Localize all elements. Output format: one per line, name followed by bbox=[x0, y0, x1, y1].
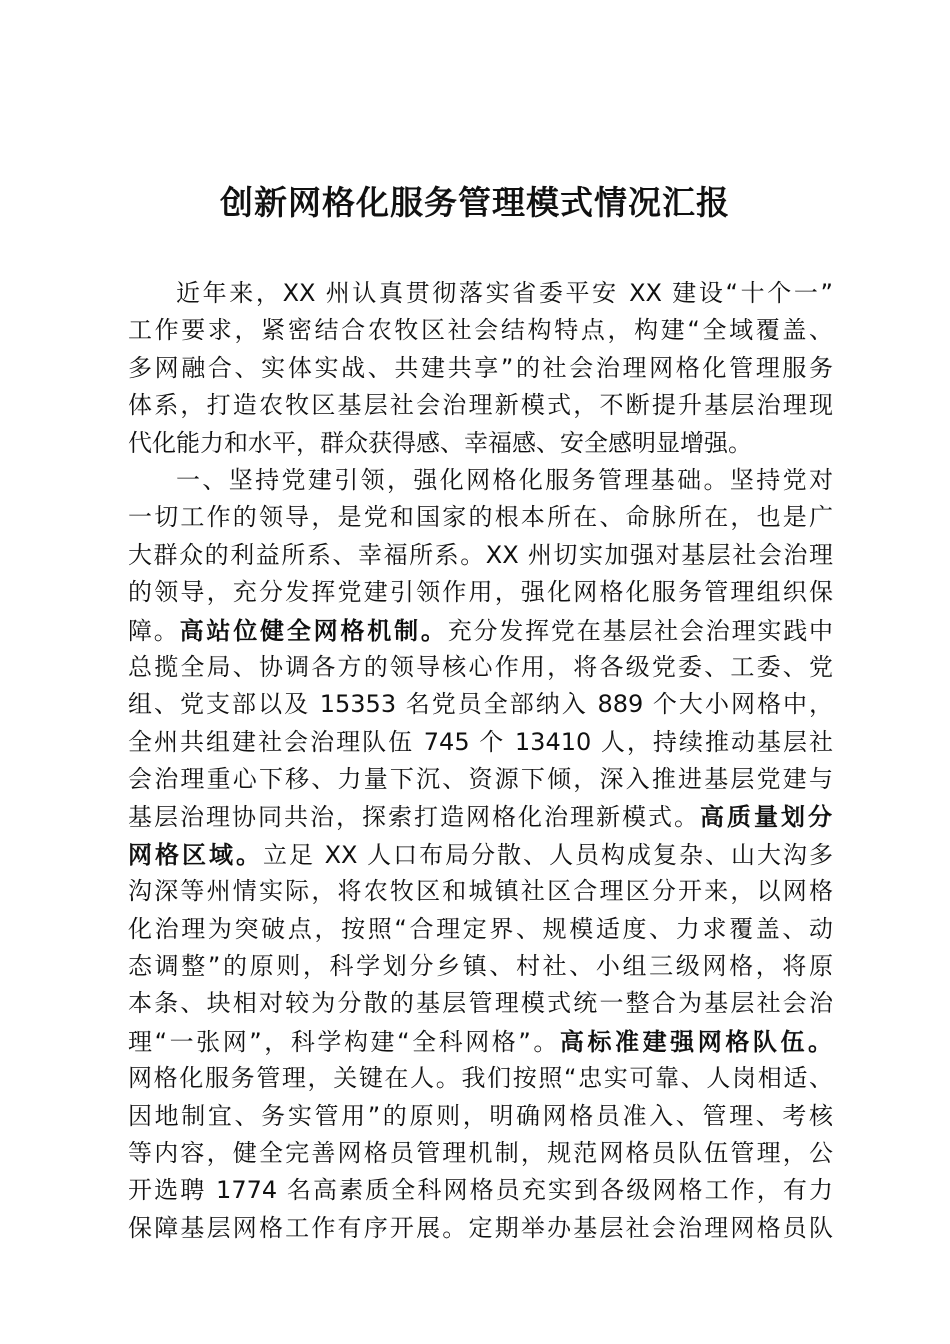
paragraph-line: 工作要求，紧密结合农牧区社会结构特点，构建“全域覆盖、 bbox=[128, 316, 833, 345]
paragraph-line: 基层治理协同共治，探索打造网格化治理新模式。高质量划分 bbox=[128, 802, 833, 832]
document-title: 创新网格化服务管理模式情况汇报 bbox=[220, 183, 730, 222]
paragraph-line: 的领导，充分发挥党建引领作用，强化网格化服务管理组织保 bbox=[128, 578, 833, 607]
paragraph-line: 一切工作的领导，是党和国家的根本所在、命脉所在，也是广 bbox=[128, 503, 833, 532]
paragraph-line: 网格化服务管理，关键在人。我们按照“忠实可靠、人岗相适、 bbox=[128, 1064, 833, 1093]
paragraph-line: 态调整”的原则，科学划分乡镇、村社、小组三级网格，将原 bbox=[128, 952, 833, 981]
emphasis-phrase: 高标准建强网格队伍。 bbox=[559, 1026, 833, 1056]
emphasis-phrase: 高质量划分 bbox=[700, 802, 833, 832]
paragraph-line: 化治理为突破点，按照“合理定界、规模适度、力求覆盖、动 bbox=[128, 914, 833, 943]
paragraph-line: 近年来，XX 州认真贯彻落实省委平安 XX 建设“十个一” bbox=[176, 279, 833, 307]
paragraph-line: 会治理重心下移、力量下沉、资源下倾，深入推进基层党建与 bbox=[128, 765, 833, 794]
paragraph-line: 等内容，健全完善网格员管理机制，规范网格员队伍管理，公 bbox=[128, 1138, 833, 1167]
paragraph-line: 代化能力和水平，群众获得感、幸福感、安全感明显增强。 bbox=[128, 428, 752, 457]
paragraph-line: 保障基层网格工作有序开展。定期举办基层社会治理网格员队 bbox=[128, 1213, 833, 1242]
paragraph-line: 网格区域。立足 XX 人口布局分散、人员构成复杂、山大沟多 bbox=[128, 839, 833, 869]
paragraph-line: 全州共组建社会治理队伍 745 个 13410 人，持续推动基层社 bbox=[128, 727, 833, 756]
paragraph-line: 大群众的利益所系、幸福所系。XX 州切实加强对基层社会治理 bbox=[128, 540, 833, 569]
emphasis-phrase: 网格区域。 bbox=[128, 839, 263, 869]
paragraph-line: 开选聘 1774 名高素质全科网格员充实到各级网格工作，有力 bbox=[128, 1176, 833, 1205]
paragraph-line: 多网融合、实体实战、共建共享”的社会治理网格化管理服务 bbox=[128, 353, 833, 382]
emphasis-phrase: 高站位健全网格机制。 bbox=[179, 615, 448, 645]
paragraph-line: 总揽全局、协调各方的领导核心作用，将各级党委、工委、党 bbox=[128, 652, 833, 681]
paragraph-line: 沟深等州情实际，将农牧区和城镇社区合理区分开来，以网格 bbox=[128, 877, 833, 906]
paragraph-line: 因地制宜、务实管用”的原则，明确网格员准入、管理、考核 bbox=[128, 1101, 833, 1130]
document-body bbox=[128, 275, 833, 1247]
paragraph-line: 组、党支部以及 15353 名党员全部纳入 889 个大小网格中， bbox=[128, 690, 833, 719]
paragraph-line: 体系，打造农牧区基层社会治理新模式，不断提升基层治理现 bbox=[128, 391, 833, 420]
paragraph-line: 本条、块相对较为分散的基层管理模式统一整合为基层社会治 bbox=[128, 989, 833, 1018]
paragraph-line: 理“一张网”，科学构建“全科网格”。高标准建强网格队伍。 bbox=[128, 1026, 833, 1056]
paragraph-line: 障。高站位健全网格机制。充分发挥党在基层社会治理实践中 bbox=[128, 615, 833, 645]
section-heading-line: 一、坚持党建引领，强化网格化服务管理基础。坚持党对 bbox=[176, 465, 833, 494]
